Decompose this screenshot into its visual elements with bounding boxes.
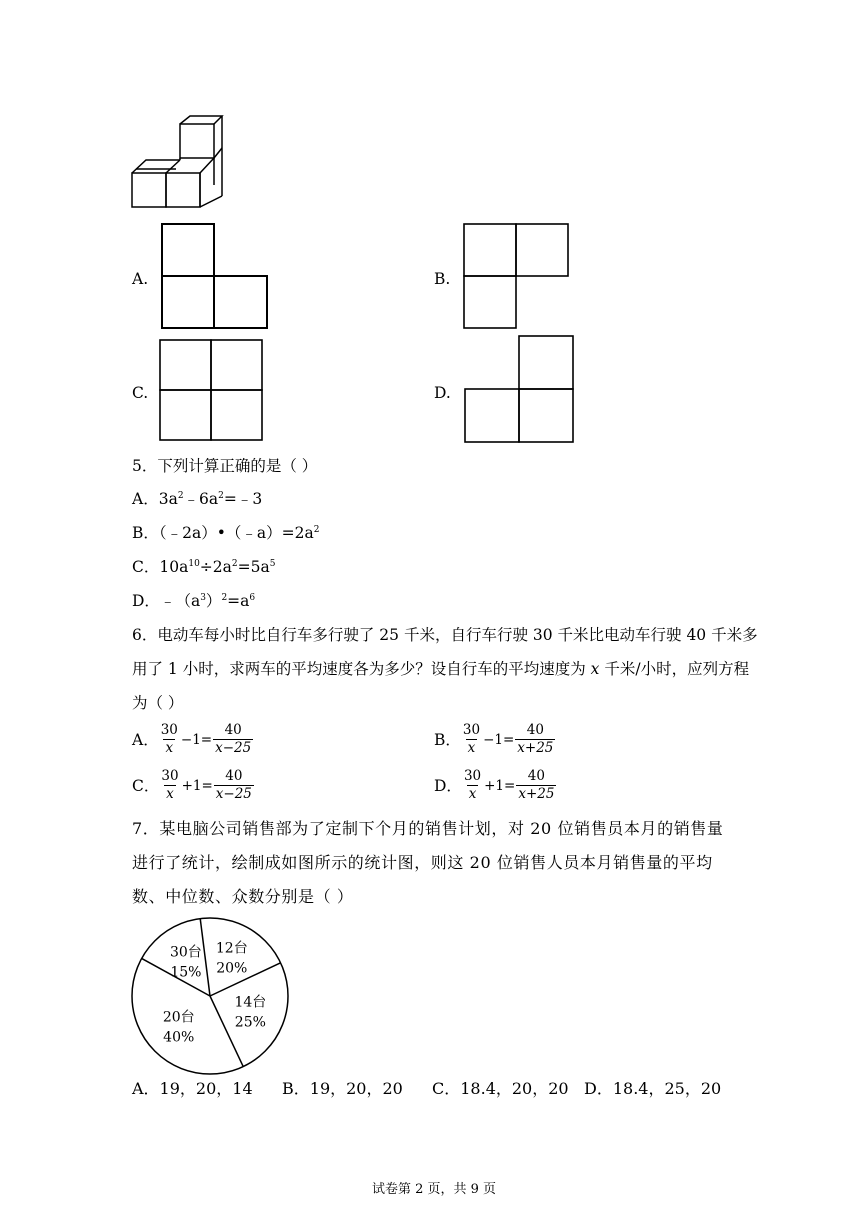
q4-option-b-figure [462,222,570,330]
denominator: x [467,740,476,756]
fraction [213,722,253,757]
q6-option-c [132,768,254,803]
q4-option-d-figure [462,334,576,444]
q6-stem-line3: 为（ ） [132,694,184,712]
denominator: x+25 [518,786,555,802]
equation [159,768,254,803]
superscript: 2 [218,491,224,501]
q7-stem-line1: 7．某电脑公司销售部为了定制下个月的销售计划，对 20 位销售员本月的销售量 [132,819,724,838]
superscript: 2 [221,593,228,603]
numerator: 40 [526,722,544,738]
q7-stem-line3: 数、中位数、众数分别是（ ） [132,887,354,906]
q5-option-b [132,522,319,544]
sales-pie-chart [128,914,292,1078]
q6-variable: x [590,660,600,678]
denominator: x [468,786,477,802]
q7-stem-line2: 进行了统计，绘制成如图所示的统计图，则这 20 位销售人员本月销售量的平均 [132,853,713,872]
q6-stem-line2 [132,658,749,680]
q5-option-d-text: ） [205,592,222,610]
numerator: 30 [160,722,178,738]
q5-option-d-text: =a [227,592,250,610]
q4-option-d-label: D. [434,384,451,402]
q5-option-d [132,590,255,612]
superscript: 6 [249,593,256,603]
q6-option-d-label: D． [434,776,462,795]
superscript: 10 [188,559,200,569]
q5-option-d-label: D． [132,592,160,610]
numerator: 30 [161,768,179,784]
q6-option-c-label: C． [132,776,160,795]
q7-option-c: C．18.4，20，20 [432,1079,569,1098]
q7-option-b: B．19，20，20 [282,1079,403,1098]
fraction [214,768,254,803]
q4-option-c-figure [158,338,264,442]
numerator: 30 [463,768,482,784]
denominator: x [166,786,174,802]
operator: −1= [483,731,515,748]
superscript: 5 [269,559,276,569]
q7-option-a: A．19，20，14 [132,1079,253,1098]
fraction [515,722,555,757]
pie-slice-percent: 15% [170,964,202,981]
denominator: x [165,740,174,756]
q5-option-c-text: 10a [159,558,189,576]
q4-option-c-label: C. [132,384,149,402]
denominator: x+25 [517,740,554,756]
equation [159,722,254,757]
page-footer: 试卷第 2 页，共 9 页 [371,1182,497,1197]
q5-option-c-label: C． [132,558,160,576]
numerator: 40 [527,768,545,784]
denominator: x−25 [215,740,252,756]
pie-slice-label: 12台 [215,940,248,957]
q6-stem-text: 用了 1 小时，求两车的平均速度各为多少？设自行车的平均速度为 [132,660,586,678]
q6-option-d [434,768,556,803]
numerator: 40 [224,722,242,738]
superscript: 2 [177,491,184,501]
fraction [462,768,483,803]
fraction [159,768,180,803]
q5-option-a [132,488,262,510]
fraction [516,768,556,803]
q4-option-a-figure [160,222,270,330]
pie-slice-label: 14台 [234,994,267,1011]
fraction [159,722,180,757]
q5-option-d-text: ﹣（a [159,592,201,610]
fraction [461,722,482,757]
q5-option-a-label: A． [132,490,159,508]
pie-slice-percent: 20% [216,960,248,977]
pie-slice-label: 30台 [169,944,202,961]
equation [461,722,556,757]
q5-option-c-text: ÷2a [199,558,232,576]
q6-stem-line1: 6．电动车每小时比自行车多行驶了 25 千米，自行车行驶 30 千米比电动车行驶 40 千米多 [132,626,758,644]
numerator: 40 [225,768,243,784]
q6-option-b-label: B． [434,730,461,749]
denominator: x−25 [215,786,252,802]
q6-option-b [434,722,555,757]
q4-option-a-label: A. [132,270,149,288]
pie-slice-percent: 40% [163,1029,195,1046]
operator: +1= [484,777,516,794]
q6-stem-text: 千米/小时，应列方程 [604,660,750,678]
q5-option-b-label: B． [132,524,159,542]
equation [462,768,557,803]
superscript: 2 [313,525,320,535]
q6-option-a-label: A． [132,730,159,749]
q7-option-d: D．18.4，25，20 [584,1079,722,1098]
operator: −1= [180,731,213,748]
q5-option-c-text: =5a [237,558,270,576]
pie-slice-percent: 25% [234,1014,266,1031]
superscript: 3 [200,593,206,603]
q6-option-a [132,722,253,757]
numerator: 30 [462,722,481,738]
q5-option-b-text: （﹣2a）•（﹣a）=2a [158,524,314,542]
q5-option-c [132,556,275,578]
superscript: 2 [231,559,238,569]
q5-option-a-text: 3a [158,490,178,508]
q5-option-a-text: =﹣3 [223,490,263,508]
cube-solid-figure [128,112,228,212]
q5-stem: 5．下列计算正确的是（ ） [132,457,318,475]
operator: +1= [181,777,213,794]
pie-slice-label: 20台 [162,1009,195,1026]
q5-option-a-text: ﹣6a [183,490,219,508]
q4-option-b-label: B. [434,270,451,288]
